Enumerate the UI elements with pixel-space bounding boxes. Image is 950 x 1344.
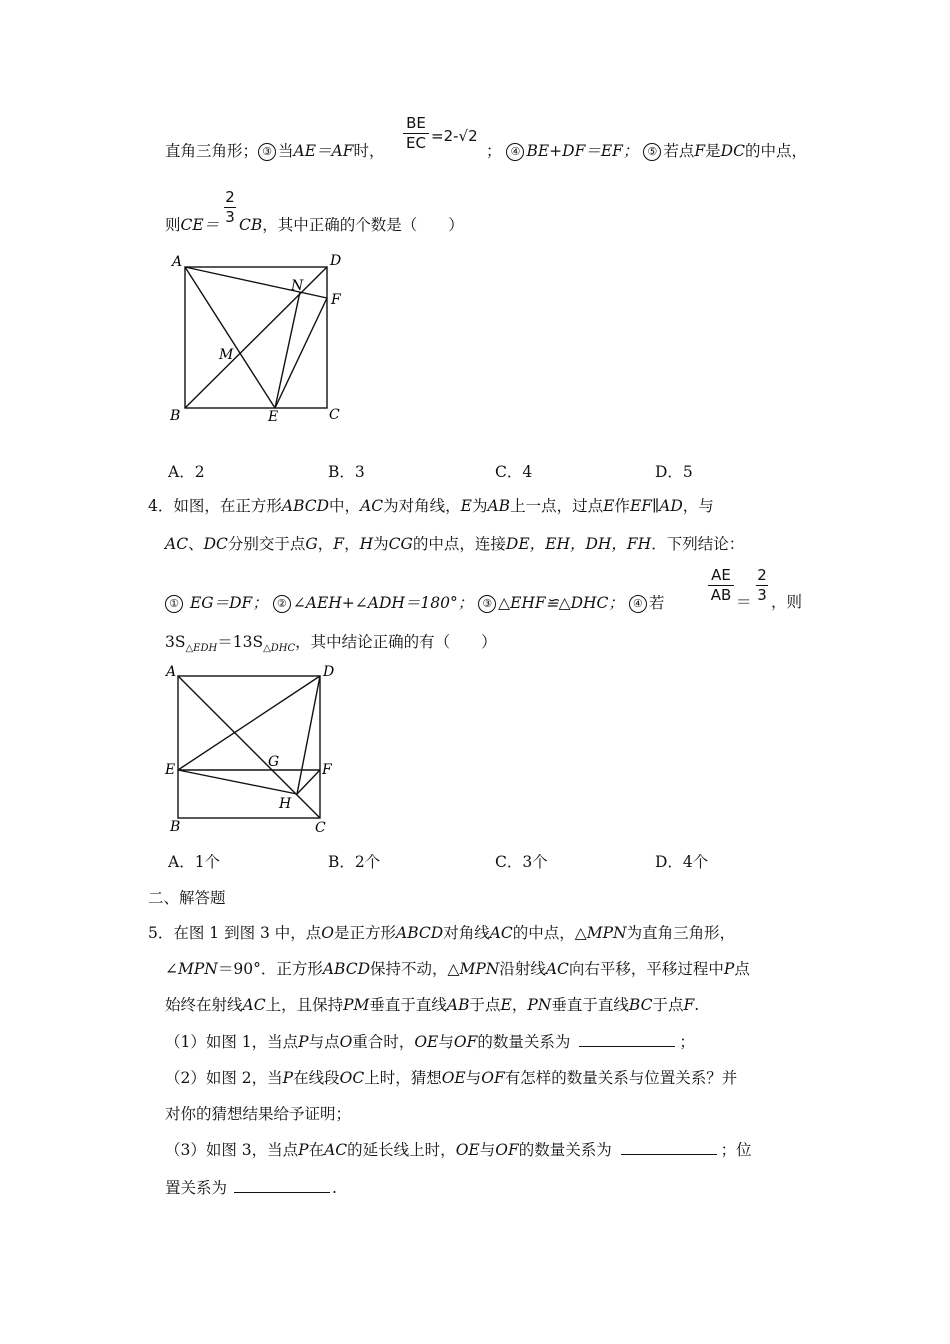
q5-math: ABCD <box>322 960 371 978</box>
q5-text: 保持不动，△ <box>370 960 460 978</box>
q5-text: 置关系为 <box>165 1179 228 1197</box>
q4-text: ，与 <box>682 497 714 515</box>
q5-text: 为直角三角形， <box>626 924 736 942</box>
q4-text: ， <box>317 535 334 553</box>
circle-4: ④ <box>629 595 647 613</box>
q4-math: AC <box>165 535 189 553</box>
q5-math: OF <box>481 1069 505 1087</box>
q5-math: AC <box>324 1141 348 1159</box>
q5-math: ABCD <box>396 924 444 942</box>
circle-4: ④ <box>506 143 524 161</box>
label-B: B <box>170 408 181 424</box>
q4-text: ．下列结论： <box>651 535 745 553</box>
q5-math: PM <box>343 996 370 1014</box>
q4-math: EG＝DF； <box>189 594 268 612</box>
q5-math: AC <box>489 924 513 942</box>
q4-math: E <box>603 497 615 515</box>
q4-text: ， <box>344 535 360 553</box>
q5-math: P <box>298 1141 309 1159</box>
q5-math: O <box>339 1033 353 1051</box>
q4-text: 分别交于点 <box>227 535 306 553</box>
q5-text: 重合时， <box>352 1033 415 1051</box>
segment-de <box>178 676 320 770</box>
q3-text: ； <box>486 142 502 160</box>
q4-math: CG <box>388 535 413 553</box>
q5-text: 垂直于直线 <box>369 996 447 1014</box>
q5-text: 与 <box>479 1141 496 1159</box>
q5-text: 上时，猜想 <box>364 1069 442 1087</box>
q3-line1-rest <box>486 143 807 161</box>
q4-line4 <box>165 635 497 655</box>
label-D: D <box>323 664 335 680</box>
q3-option-d[interactable]: D．5 <box>655 463 693 481</box>
q4-math: ABCD <box>281 497 330 515</box>
q4-text: 为对角线， <box>383 497 461 515</box>
q4-text: 、 <box>188 535 204 553</box>
q3-text: 直角三角形； <box>165 142 259 160</box>
label-A: A <box>166 664 177 680</box>
q4-figure <box>160 660 350 840</box>
q5-text: （2）如图 2，当 <box>165 1069 283 1087</box>
fraction-denominator: 3 <box>225 208 235 226</box>
q3-text: 是 <box>705 142 721 160</box>
segment-en <box>275 292 300 408</box>
q5-math: OE <box>414 1033 439 1051</box>
q4-line3 <box>165 595 664 613</box>
diagonal-bd <box>185 267 327 408</box>
label-C: C <box>329 407 340 423</box>
q4-math: EF∥AD <box>629 497 683 515</box>
q4-text: 上一点，过点 <box>510 497 604 515</box>
q4-eq: ＝ <box>736 593 752 611</box>
q5-math: MPN <box>178 960 218 978</box>
q5-text: 上，且保持 <box>265 996 344 1014</box>
q4-math: F <box>333 535 345 553</box>
q5-text: 垂直于直线 <box>551 996 629 1014</box>
q5-text: ， <box>511 996 528 1014</box>
circle-3: ③ <box>478 595 496 613</box>
label-N: N <box>291 278 304 294</box>
q5-text: 与 <box>438 1033 454 1051</box>
segment-eh <box>178 770 297 794</box>
q5-text: 在 <box>308 1141 325 1159</box>
q4-math: AC <box>360 497 384 515</box>
q5-part2 <box>165 1071 737 1087</box>
q4-text: 4．如图，在正方形 <box>148 497 282 515</box>
circle-2: ② <box>273 595 291 613</box>
q5-text: ∠ <box>165 960 178 978</box>
q4-text: 为 <box>373 535 389 553</box>
fraction-denominator: EC <box>406 134 426 152</box>
q5-math: OF <box>495 1141 519 1159</box>
q4-math: AB <box>487 497 511 515</box>
label-F: F <box>331 292 341 308</box>
q4-option-a[interactable]: A．1个 <box>168 853 221 871</box>
fraction-denominator: 3 <box>757 586 767 604</box>
q5-text: 是正方形 <box>334 924 397 942</box>
q5-text: 始终在射线 <box>165 996 243 1014</box>
q4-math: DC <box>203 535 228 553</box>
label-C: C <box>315 820 326 836</box>
answer-blank-1[interactable] <box>579 1045 675 1047</box>
q5-text: 在线段 <box>293 1069 340 1087</box>
q3-option-c[interactable]: C．4 <box>495 463 533 481</box>
section-heading: 二、解答题 <box>148 889 226 907</box>
q5-text: 的延长线上时， <box>347 1141 456 1159</box>
q4-option-d[interactable]: D．4个 <box>655 853 709 871</box>
label-M: M <box>219 347 234 363</box>
q5-text: . <box>694 996 700 1014</box>
segment-ae <box>185 267 275 408</box>
q5-text: 对你的猜想结果给予证明； <box>165 1105 352 1123</box>
q5-text: 的数量关系为 <box>477 1033 571 1051</box>
q4-math: H <box>359 535 374 553</box>
q5-text: 与 <box>465 1069 482 1087</box>
q5-text: 有怎样的数量关系与位置关系？并 <box>504 1069 738 1087</box>
q5-part3-cont <box>165 1181 337 1197</box>
label-F: F <box>322 762 332 778</box>
q5-math: F <box>683 996 695 1014</box>
q3-figure <box>160 248 360 428</box>
q4-text: 作 <box>614 497 630 515</box>
q5-line2 <box>165 962 750 978</box>
q5-text: 的中点，△ <box>512 924 587 942</box>
q5-math: P <box>282 1069 294 1087</box>
q5-text: . <box>331 1179 337 1197</box>
q3-text: 时， <box>353 142 385 160</box>
segment-ef <box>275 298 327 408</box>
q5-math: MPN <box>459 960 500 978</box>
label-D: D <box>330 253 342 269</box>
q3-math: F <box>694 142 706 160</box>
label-E: E <box>268 409 279 425</box>
q5-math: O <box>321 924 335 942</box>
q3-fraction-rhs: =2-√2 <box>431 127 478 145</box>
q5-text: 沿射线 <box>499 960 546 978</box>
q3-fraction-be-ec <box>403 116 429 151</box>
label-H: H <box>279 796 292 812</box>
segment-af <box>185 267 327 298</box>
fraction-numerator: 2 <box>225 188 235 206</box>
q5-text: 于点 <box>469 996 501 1014</box>
q5-text: ； <box>679 1033 695 1051</box>
q4-math: △EHF≌△DHC； <box>498 594 624 612</box>
fraction-denominator: AB <box>710 586 732 604</box>
q5-math: MPN <box>586 924 627 942</box>
q3-line2 <box>165 218 219 234</box>
q5-math: OE <box>441 1069 466 1087</box>
q5-text: 点 <box>734 960 750 978</box>
q3-option-b[interactable]: B．3 <box>328 463 365 481</box>
q3-line1 <box>165 143 385 161</box>
q4-math: G <box>305 535 318 553</box>
circle-1: ① <box>165 595 183 613</box>
q5-math: OC <box>339 1069 365 1087</box>
q5-math: PN <box>527 996 552 1014</box>
diagonal-ac <box>178 676 320 818</box>
q3-text: ，其中正确的个数是（ ） <box>262 216 464 234</box>
label-A: A <box>172 254 183 270</box>
q4-fraction-ae-ab <box>708 568 734 603</box>
q4-subscript: △EDH <box>185 643 218 655</box>
q5-math: P <box>723 960 735 978</box>
q5-text: （3）如图 3，当点 <box>165 1141 299 1159</box>
q4-text: 若 <box>648 594 665 612</box>
q4-option-b[interactable]: B．2个 <box>328 853 381 871</box>
fraction-numerator: AE <box>711 566 731 584</box>
circle-5: ⑤ <box>643 143 661 161</box>
q4-line1 <box>148 499 714 515</box>
q4-text: 的中点，连接 <box>412 535 506 553</box>
q4-text: ，则 <box>771 593 803 611</box>
q5-math: P <box>298 1033 309 1051</box>
q5-math: AB <box>446 996 470 1014</box>
q3-math: BE+DF＝EF； <box>526 142 639 160</box>
label-G: G <box>268 754 280 770</box>
q3-math: AE＝AF <box>293 142 354 160</box>
q4-math: DE，EH，DH，FH <box>505 535 652 553</box>
q3-math: CE＝ <box>180 216 220 234</box>
q4-text: 为 <box>471 497 488 515</box>
q5-part1 <box>165 1035 695 1051</box>
q5-line3 <box>165 998 699 1014</box>
q5-text: ；位 <box>720 1141 752 1159</box>
q3-text: 则 <box>165 216 181 234</box>
q5-text: 与点 <box>308 1033 340 1051</box>
label-E: E <box>165 762 176 778</box>
segment-dh <box>297 676 320 794</box>
q4-text: 中， <box>329 497 361 515</box>
q5-text: 向右平移，平移过程中 <box>568 960 724 978</box>
answer-blank-2[interactable] <box>621 1153 717 1155</box>
q4-fraction-2-3 <box>756 568 768 603</box>
q4-math: ∠AEH+∠ADH＝180°； <box>292 594 474 612</box>
q5-math: OE <box>455 1141 480 1159</box>
q3-line2-rest <box>239 218 464 234</box>
q5-text: 5．在图 1 到图 3 中，点 <box>148 924 322 942</box>
q5-math: OF <box>453 1033 478 1051</box>
label-B: B <box>170 819 181 835</box>
q4-text: 3S <box>165 633 186 651</box>
q3-text: 若点 <box>663 142 695 160</box>
q3-fraction-2-3 <box>224 190 236 225</box>
q3-text: 的中点， <box>744 142 807 160</box>
q5-part3 <box>165 1143 752 1159</box>
fraction-numerator: BE <box>406 114 426 132</box>
q4-option-c[interactable]: C．3个 <box>495 853 548 871</box>
q5-text: 对角线 <box>443 924 490 942</box>
q5-text: 于点 <box>652 996 684 1014</box>
fraction-numerator: 2 <box>757 566 767 584</box>
q4-line2 <box>165 537 744 553</box>
answer-blank-3[interactable] <box>234 1191 330 1193</box>
q3-math: DC <box>720 142 745 160</box>
q5-math: AC <box>242 996 266 1014</box>
q3-option-a[interactable]: A．2 <box>168 463 205 481</box>
circle-3: ③ <box>258 143 276 161</box>
q5-line1 <box>148 926 735 942</box>
q5-text: （1）如图 1，当点 <box>165 1033 299 1051</box>
q4-text: ＝13S <box>217 633 264 651</box>
q4-math: E <box>460 497 472 515</box>
q5-text: 的数量关系为 <box>518 1141 612 1159</box>
q5-math: BC <box>628 996 653 1014</box>
q5-text: ＝90°．正方形 <box>217 960 323 978</box>
q3-text: 当 <box>278 142 294 160</box>
q4-subscript: △DHC <box>263 643 296 655</box>
q3-math: CB <box>239 216 263 234</box>
q4-text: ，其中结论正确的有（ ） <box>295 633 497 651</box>
q5-math: E <box>500 996 512 1014</box>
q5-math: AC <box>545 960 569 978</box>
